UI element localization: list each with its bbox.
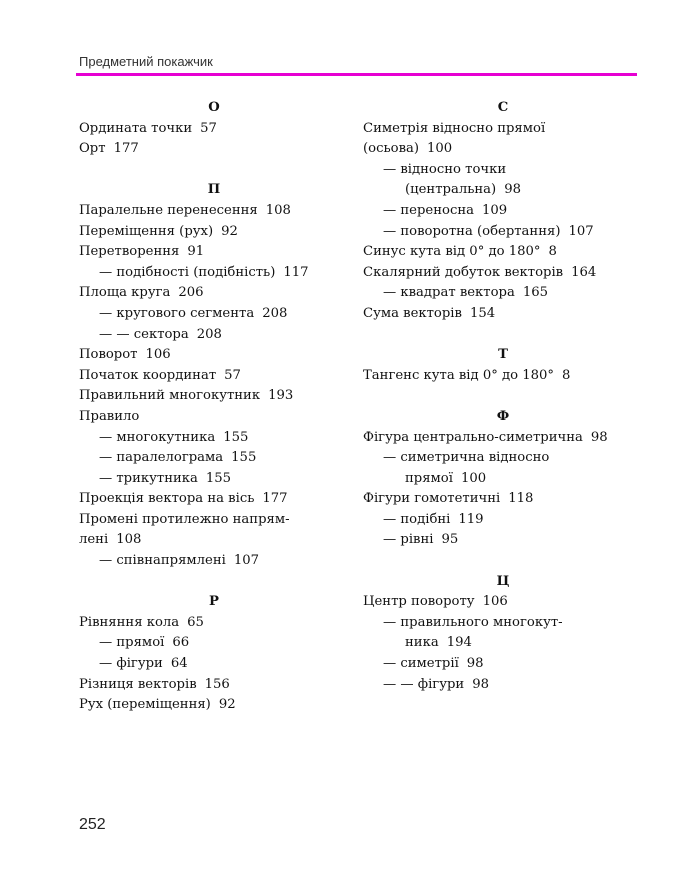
index-term: Центр повороту [363,594,475,610]
index-entry [363,428,643,449]
index-entry [363,160,643,181]
section-letter: П [207,182,221,198]
index-entry [363,283,643,304]
index-entry [363,469,643,490]
section-letter: Ц [496,573,510,589]
index-term: ника [405,635,439,651]
index-page-ref: 156 [204,676,230,692]
index-term: Синус кута від 0° до 180° [363,244,541,260]
index-term: Площа круга [79,285,171,301]
index-page-ref: 117 [283,264,309,280]
index-term: Проекція вектора на вісь [79,491,255,507]
index-term: — переносна [383,202,474,218]
page-number: 252 [79,816,106,833]
section-letter: Т [498,347,508,363]
index-page-ref: 98 [590,429,608,445]
index-term: Паралельне перенесення [79,202,258,218]
index-page-ref: 177 [113,141,139,157]
index-entry [363,510,643,531]
index-page-ref: 106 [145,347,171,363]
index-term: — подібності (подібність) [99,264,276,280]
index-entry [79,201,349,222]
index-term: — рівні [383,532,434,548]
index-term: Правило [79,408,140,424]
index-page-ref: 206 [178,285,204,301]
index-term: — поворотна (обертання) [383,223,561,239]
index-entry [363,222,643,243]
index-entry [79,222,349,243]
index-term: Ордината точки [79,120,193,136]
index-term: (осьова) [363,141,420,157]
index-entry [363,489,643,510]
section-letter: Ф [496,408,510,424]
index-page-ref: 64 [170,656,188,672]
section-letter: Р [209,594,219,610]
index-term: Правильний многокутник [79,388,261,404]
index-term: — подібні [383,511,451,527]
index-page-ref: 100 [427,141,453,157]
index-column-right [363,98,643,695]
index-entry [79,695,349,716]
index-entry [79,283,349,304]
index-page-ref: 177 [262,491,288,507]
index-term: лені [79,532,109,548]
index-page-ref: 57 [200,120,217,136]
index-page-ref: 98 [466,656,484,672]
index-entry [363,180,643,201]
index-term: — фігури [99,656,163,672]
index-page-ref: 155 [223,429,249,445]
index-entry [79,448,349,469]
index-entry [363,613,643,634]
index-term: Симетрія відносно прямої [363,120,546,136]
index-entry [79,386,349,407]
index-term: Орт [79,141,106,157]
index-page-ref: 8 [562,367,571,383]
index-term: — симетрії [383,656,459,672]
index-term: — співнапрямлені [99,553,226,569]
index-term: Промені протилежно напрям- [79,511,290,527]
index-term: — многокутника [99,429,216,445]
index-page-ref: 118 [508,491,534,507]
index-entry [363,263,643,284]
index-entry [363,530,643,551]
header-rule [76,73,637,76]
index-page-ref: 193 [268,388,294,404]
index-entry [363,654,643,675]
index-term: — прямої [99,635,165,651]
index-term: Перетворення [79,244,180,260]
index-term: Скалярний добуток векторів [363,264,564,280]
index-page-ref: 107 [568,223,594,239]
index-term: — паралелограма [99,450,224,466]
index-term: Тангенс кута від 0° до 180° [363,367,555,383]
index-page-ref: 98 [472,676,489,692]
index-term: Різниця векторів [79,676,197,692]
section-gap [363,325,643,346]
index-term: Рівняння кола [79,614,180,630]
index-entry [363,675,643,696]
index-entry [363,304,643,325]
index-entry [79,675,349,696]
index-term: прямої [405,470,453,486]
index-page-ref: 119 [458,511,484,527]
index-page-ref: 194 [446,635,472,651]
index-entry [363,139,643,160]
index-page-ref: 108 [116,532,142,548]
index-page-ref: 100 [460,470,487,486]
index-page-ref: 208 [262,305,288,321]
index-term: — кругового сегмента [99,305,255,321]
index-entry [79,139,349,160]
index-page-ref: 164 [571,264,597,280]
section-gap [363,386,643,407]
index-term: — — фігури [383,676,465,692]
index-entry [363,201,643,222]
page-header-title: Предметний покажчик [79,54,213,69]
index-page-ref: 91 [187,244,205,260]
index-entry [79,263,349,284]
index-entry [79,325,349,346]
index-term: — відносно точки [383,161,507,177]
index-entry [363,242,643,263]
index-entry [79,613,349,634]
index-page-ref: 107 [233,553,260,569]
index-term: Початок координат [79,367,217,383]
index-entry [79,407,349,428]
section-gap [79,160,349,181]
index-page-ref: 65 [187,614,204,630]
index-page-ref: 106 [482,594,508,610]
section-gap [79,572,349,593]
index-page-ref: 208 [196,326,222,342]
index-page-ref: 155 [205,470,232,486]
index-page-ref: 155 [231,450,257,466]
index-entry [79,530,349,551]
index-page-ref: 108 [265,202,291,218]
index-entry [79,428,349,449]
index-page-ref: 66 [172,635,190,651]
index-entry [79,242,349,263]
section-gap [363,551,643,572]
index-term: Рух (переміщення) [79,697,211,713]
index-entry [79,366,349,387]
index-entry [79,345,349,366]
index-page-ref: 57 [224,367,241,383]
index-entry [363,119,643,140]
index-page-ref: 154 [469,305,496,321]
index-term: — квадрат вектора [383,285,515,301]
index-page-ref: 92 [221,223,238,239]
index-entry [363,592,643,613]
index-page-ref: 98 [504,182,521,198]
index-term: Фігура центрально-симетрична [363,429,583,445]
index-term: — трикутника [99,470,198,486]
section-letter: О [208,100,220,115]
index-entry [79,633,349,654]
index-entry [79,489,349,510]
index-term: — симетрична відносно [383,450,550,466]
index-term: Переміщення (рух) [79,223,214,239]
index-entry [79,654,349,675]
index-term: Поворот [79,347,138,363]
index-term: Сума векторів [363,305,462,321]
index-page-ref: 165 [522,285,549,301]
index-term: — — сектора [99,326,189,342]
index-term: Фігури гомотетичні [363,491,501,507]
index-entry [79,510,349,531]
section-letter: С [497,100,509,115]
index-entry [79,469,349,490]
index-page-ref: 95 [441,532,459,548]
index-entry [363,633,643,654]
index-entry [79,119,349,140]
index-entry [363,366,643,387]
index-entry [79,304,349,325]
index-column-left [79,98,349,716]
index-term: — правильного многокут- [383,614,563,630]
index-entry [79,551,349,572]
index-term: (центральна) [405,182,497,198]
index-page-ref: 92 [218,697,236,713]
index-page-ref: 109 [482,202,508,218]
index-entry [363,448,643,469]
index-page-ref: 8 [548,244,557,260]
